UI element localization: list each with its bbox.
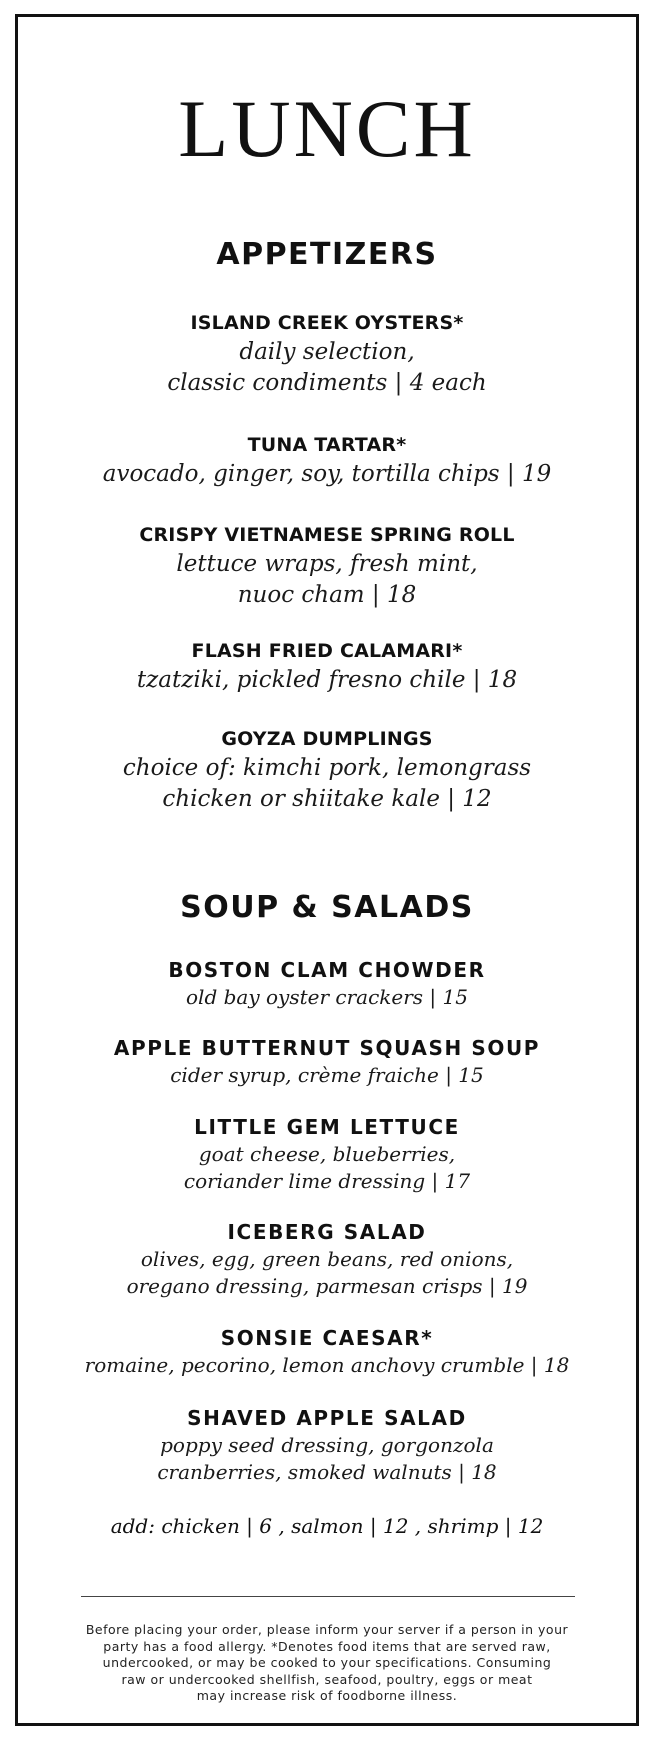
menu-item-apple-butternut-squash-soup [0,1035,654,1089]
menu-item-tuna-tartar [0,431,654,490]
item-description: lettuce wraps, fresh mint, nuoc cham | 18 [176,551,478,608]
item-name: SONSIE CAESAR* [220,1326,434,1350]
item-name: APPLE BUTTERNUT SQUASH SOUP [113,1036,541,1060]
item-name: ICEBERG SALAD [227,1220,427,1244]
menu-item-crispy-vietnamese-spring-roll [0,521,654,611]
item-description: daily selection, classic condiments | 4 each [167,339,487,396]
menu-title: LUNCH [178,83,476,174]
item-description: choice of: kimchi pork, lemongrass chicken or shiitake kale | 12 [122,755,532,812]
item-description: romaine, pecorino, lemon anchovy crumble | 18 [84,1353,570,1377]
allergy-footnote: Before placing your order, please inform your server if a person in your party has a food allergy. *Denotes food items that are served raw, undercooked, or may be cooked to your specifications. Consuming raw or undercooked shellfish, seafood, poultry, eggs or meat may increase risk of foodborne illness. [85,1622,569,1703]
item-description: old bay oyster crackers | 15 [186,985,468,1009]
item-name: SHAVED APPLE SALAD [187,1406,467,1430]
item-description: avocado, ginger, soy, tortilla chips | 19 [102,461,552,487]
menu-item-shaved-apple-salad [0,1405,654,1486]
item-name: FLASH FRIED CALAMARI* [191,640,463,662]
menu-item-little-gem-lettuce [0,1114,654,1195]
soup-salads-heading: SOUP & SALADS [180,890,474,925]
protein-addons: add: chicken | 6 , salmon | 12 , shrimp | 12 [110,1514,544,1538]
menu-item-iceberg-salad [0,1219,654,1300]
menu-item-island-creek-oysters [0,309,654,399]
item-name: GOYZA DUMPLINGS [221,728,433,750]
menu-item-flash-fried-calamari [0,637,654,696]
item-name: TUNA TARTAR* [247,434,407,456]
item-name: LITTLE GEM LETTUCE [194,1115,460,1139]
item-description: olives, egg, green beans, red onions, oregano dressing, parmesan crisps | 19 [126,1247,528,1298]
menu-item-boston-clam-chowder [0,957,654,1011]
divider [81,1596,575,1597]
menu-item-sonsie-caesar [0,1325,654,1379]
item-name: BOSTON CLAM CHOWDER [168,958,486,982]
item-name: ISLAND CREEK OYSTERS* [190,312,464,334]
item-description: tzatziki, pickled fresno chile | 18 [136,667,518,693]
item-name: CRISPY VIETNAMESE SPRING ROLL [139,524,515,546]
menu-item-goyza-dumplings [0,725,654,815]
item-description: cider syrup, crème fraiche | 15 [170,1063,484,1087]
appetizers-heading: APPETIZERS [216,237,438,272]
item-description: poppy seed dressing, gorgonzola cranberries, smoked walnuts | 18 [157,1433,497,1484]
item-description: goat cheese, blueberries, coriander lime dressing | 17 [183,1142,471,1193]
